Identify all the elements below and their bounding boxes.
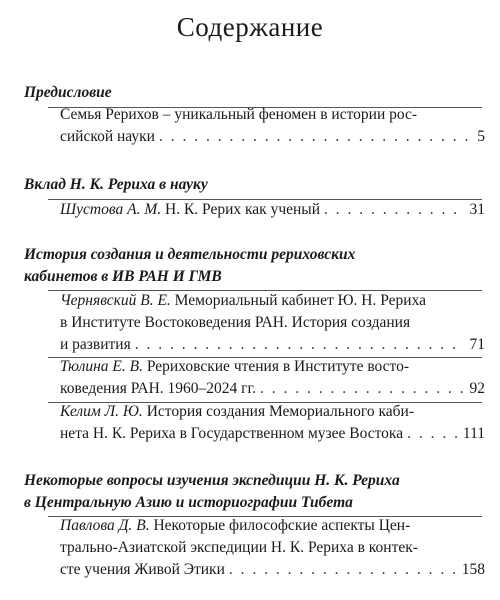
entry-text: коведения РАН. 1960–2024 гг. [60, 380, 256, 397]
dot-leader [324, 199, 463, 221]
dot-leader [135, 334, 464, 356]
dot-leader [159, 126, 471, 148]
entry-line [60, 290, 485, 312]
section-title-line: кабинетов в ИВ РАН И ГМВ [24, 268, 222, 285]
section-title-line: в Центральную Азию и историографии Тибета [24, 494, 353, 511]
entry-text: сийской науки [60, 128, 155, 145]
entry-last-line [60, 378, 485, 400]
page-number: 111 [462, 425, 485, 442]
entry-line: в Институте Востоковедения РАН. История создания [60, 314, 411, 331]
entry-title: Рериховские чтения в Институте восто- [143, 358, 410, 375]
entry-last-line [60, 126, 485, 148]
entry-author: Тюлина Е. В. [60, 358, 143, 375]
entry-title: Некоторые философские аспекты Цен- [149, 517, 411, 534]
dot-leader [260, 378, 464, 400]
entry-last-line [60, 423, 485, 445]
dot-leader [229, 559, 456, 581]
section-title-expedition [24, 470, 479, 514]
entry-text [60, 199, 320, 221]
dot-leader [407, 423, 457, 445]
section-title-contribution [24, 174, 479, 196]
page-title: Содержание [176, 12, 324, 42]
page-number: 71 [469, 336, 485, 353]
entry-line [60, 356, 485, 378]
entry-last-line [60, 559, 485, 581]
section-title-line: Вклад Н. К. Рериха в науку [24, 176, 208, 193]
toc-entry [60, 290, 485, 356]
page-number: 5 [477, 128, 485, 145]
entry-author: Шустова А. М. [60, 201, 162, 218]
entry-title: История создания Мемориального каби- [142, 403, 415, 420]
entry-author: Келим Л. Ю. [60, 403, 143, 420]
section-title-history [24, 244, 479, 288]
section-title-line: История создания и деятельности рериховских [24, 246, 356, 263]
section-title-line: Предисловие [24, 84, 112, 101]
page-number: 31 [469, 201, 485, 218]
entry-last-line [60, 199, 485, 221]
toc-entry [60, 515, 485, 581]
entry-line [60, 401, 485, 423]
entry-title: Мемориальный кабинет Ю. Н. Рериха [170, 292, 427, 309]
toc-entry [60, 401, 485, 445]
entry-line [60, 515, 485, 537]
entry-text: нета Н. К. Рериха в Государственном музее Востока [60, 425, 404, 442]
entry-text: сте учения Живой Этики [60, 561, 225, 578]
section-title-line: Некоторые вопросы изучения экспедиции Н. К. Рериха [24, 472, 400, 489]
entry-line: трально-Азиатской экспедиции Н. К. Рериха в контек- [60, 539, 418, 556]
section-title-preface [24, 82, 479, 104]
entry-author: Павлова Д. В. [60, 517, 150, 534]
entry-last-line [60, 334, 485, 356]
page-number: 158 [461, 561, 485, 578]
entry-title: Н. К. Рерих как ученый [161, 201, 321, 218]
entry-author: Чернявский В. Е. [60, 292, 171, 309]
toc-entry [60, 199, 485, 221]
toc-entry [60, 104, 485, 148]
page-number: 92 [469, 380, 485, 397]
entry-text: и развития [60, 336, 131, 353]
entry-line: Семья Рерихов – уникальный феномен в истории рос- [60, 106, 418, 123]
toc-entry [60, 356, 485, 400]
